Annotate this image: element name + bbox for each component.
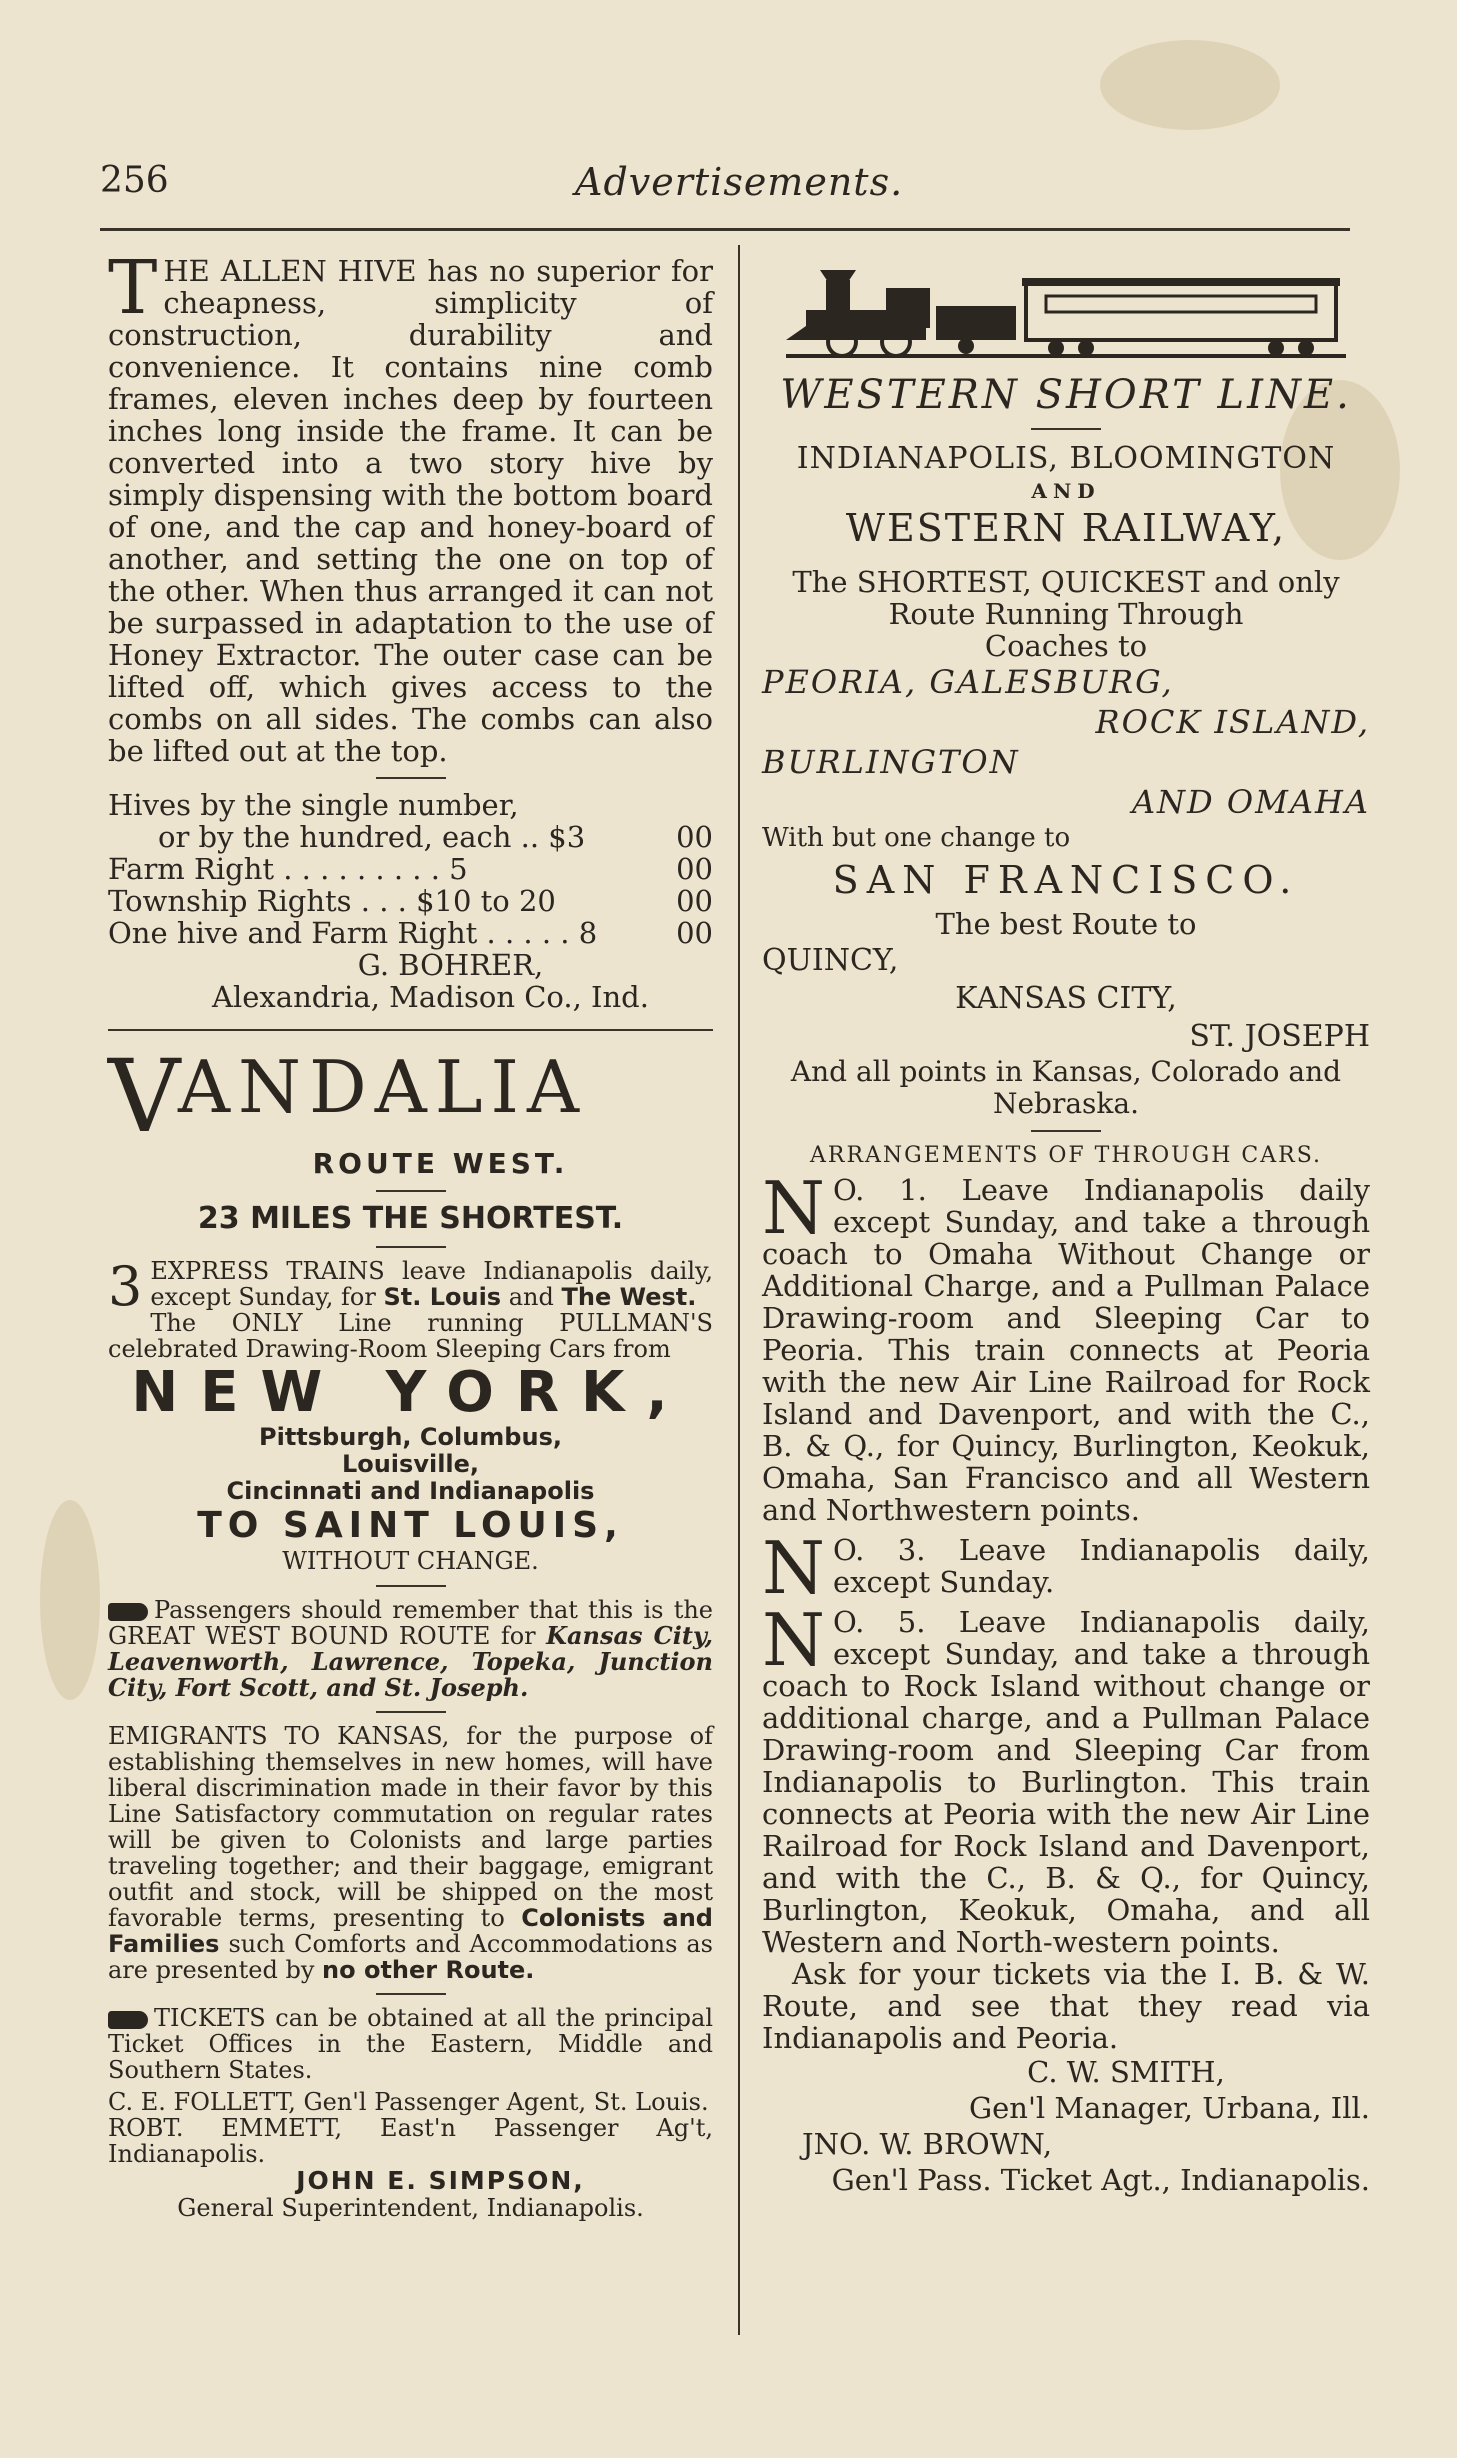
right-column [762,260,1370,2198]
short-rule [376,777,446,779]
drop-cap: N [762,1526,825,1610]
cities-line: Cincinnati and Indianapolis [226,1477,595,1505]
cities-line: Pittsburgh, Columbus, [259,1423,562,1451]
pointing-hand-icon [108,2011,148,2029]
train-no1-text: N O. 1. Leave Indianapolis daily except Sunday, and take a through coach to Omaha Without Change or Additional Charge, and a Pullman Palace Drawing-room and Sleeping Car to Peoria. This train connects at Peoria with the new Air Line Railroad for Rock Island and Davenport, and with the C., B. & Q., for Quincy, Burlington, Keokuk, Omaha, San Francisco and all Western and Northwestern points. [762,1166,1370,1527]
superintendent-name: JOHN E. SIMPSON, [296,2166,585,2195]
ask-tickets-text: Ask for your tickets via the I. B. & W. Route, and see that they read via Indianapolis and Peoria. [762,1957,1370,2055]
arrangements-heading: ARRANGEMENTS OF THROUGH CARS. [810,1143,1322,1168]
vandalia-title [108,1038,713,1155]
destination-line: BURLINGTON [762,743,1020,781]
train-no5-text: N O. 5. Leave Indianapolis daily, except Sunday, and take a through coach to Rock Island without change or additional charge, and a Pullman Palace Drawing-room and Sleeping Car from Indianapolis to Burlington. This train connects at Peoria with the new Air Line Railroad for Rock Island and Davenport, and with the C., B. & Q., for Quincy, Burlington, Keokuk, Omaha, and all Western and North-western points. [762,1598,1370,1959]
stain [1100,40,1280,130]
price-row: or by the hundred, each .. $3 00 [158,820,713,854]
tickets-text: TICKETS can be obtained at all the principal Ticket Offices in the Eastern, Middle and Southern States. [108,2004,713,2084]
emigrants-text: EMIGRANTS TO KANSAS, for the purpose of establishing themselves in new homes, will have liberal discrimination made in their favor by this Line Satisfactory commutation on regular rates will be given to Colonists and large parties traveling together; and their baggage, emigrant outfit and stock, will be shipped on the most favorable terms, presenting to Colonists and Families such Comforts and Accommodations as are presented by no other Route. [108,1722,713,1984]
short-rule [376,1711,446,1713]
vandalia-ad [108,1038,713,2222]
short-rule [1031,1130,1101,1132]
left-column [108,245,713,2222]
header-rule [100,228,1350,231]
destination-line: ROCK ISLAND, [1095,703,1370,741]
agent-name: JNO. W. BROWN, [802,2127,1053,2161]
drop-cap: N [762,1598,825,1682]
san-francisco-headline: SAN FRANCISCO. [832,858,1300,902]
allen-hive-ad [108,245,713,1014]
price-row: Hives by the single number, [108,788,519,822]
shortest-headline: 23 MILES THE SHORTEST. [197,1201,624,1236]
western-short-line-title: WESTERN SHORT LINE. [780,372,1352,418]
passengers-text: Passengers should remember that this is the GREAT WEST BOUND ROUTE for Kansas City, Leavenworth, Lawrence, Topeka, Junction City, Fort Scott, and St. Joseph. [108,1596,713,1702]
short-rule [1031,428,1101,430]
short-rule [376,1246,446,1248]
railway-and: AND [1031,479,1101,503]
column-divider [738,245,740,2335]
drop-cap: T [108,245,158,331]
vandalia-word: ANDALIA [178,1045,587,1129]
stain [40,1500,100,1700]
without-change: WITHOUT CHANGE. [282,1547,539,1575]
locomotive-train-icon [786,260,1346,360]
destination-city: ST. JOSEPH [1189,1019,1370,1054]
page-header [100,160,1350,210]
agent-follett: C. E. FOLLETT, Gen'l Passenger Agent, St. Louis. [108,2088,709,2116]
price-row: Township Rights . . . $10 to 20 00 [108,884,713,918]
one-change-line: With but one change to [762,823,1071,853]
agent-title: Gen'l Pass. Ticket Agt., Indianapolis. [831,2163,1370,2197]
new-york-headline: NEW YORK, [131,1360,690,1425]
price-row: Farm Right . . . . . . . . . 5 00 [108,852,713,886]
page-number: 256 [100,160,169,201]
all-points-text: And all points in Kansas, Colorado and Nebraska. [790,1055,1342,1120]
cities-line: Louisville, [341,1450,480,1478]
express-text: 3 EXPRESS TRAINS leave Indianapolis daily, except Sunday, for St. Louis and The West. [108,1255,713,1318]
manager-name: C. W. SMITH, [1027,2055,1225,2089]
agent-emmett: ROBT. EMMETT, East'n Passenger Ag't, Indianapolis. [108,2114,713,2168]
destination-line: PEORIA, GALESBURG, [762,663,1174,701]
destination-city: KANSAS CITY, [955,981,1177,1016]
railway-name-line: WESTERN RAILWAY, [845,506,1287,550]
advertiser-address: Alexandria, Madison Co., Ind. [212,980,649,1014]
price-list [108,789,713,949]
destination-line: AND OMAHA [1131,783,1370,821]
drop-cap: N [762,1166,825,1250]
shortest-line: Route Running Through [888,597,1244,631]
short-rule [376,1585,446,1587]
shortest-line: The SHORTEST, QUICKEST and only [792,565,1340,599]
train-no3-text: N O. 3. Leave Indianapolis daily, except Sunday. [762,1526,1370,1610]
vandalia-initial: V [108,1038,181,1155]
best-route-line: The best Route to [935,907,1197,941]
advertiser-name: G. BOHRER, [357,948,544,982]
short-rule [376,1993,446,1995]
section-rule [108,1029,713,1031]
price-row: One hive and Farm Right . . . . . 8 00 [108,916,713,950]
route-west: ROUTE WEST. [312,1147,569,1180]
running-title: Advertisements. [575,160,904,204]
railway-name-line: INDIANAPOLIS, BLOOMINGTON [796,441,1336,476]
pointing-hand-icon [108,1603,148,1621]
shortest-line: Coaches to [984,629,1148,663]
destination-city: QUINCY, [762,943,899,978]
manager-title: Gen'l Manager, Urbana, Ill. [968,2091,1370,2125]
drop-cap: 3 [108,1255,143,1318]
short-rule [376,1190,446,1192]
to-st-louis-headline: TO SAINT LOUIS, [197,1505,624,1546]
pullman-text: The ONLY Line running PULLMAN'S celebrated Drawing-Room Sleeping Cars from [108,1309,713,1363]
allen-hive-text: THE ALLEN HIVE has no superior for cheapness, simplicity of construction, durability and convenience. It contains nine comb frames, eleven inches deep by fourteen inches long inside the frame. It can be converted into a two story hive by simply dispensing with the bottom board of one, and the cap and honey-board of another, and setting the one on top of the other. When thus arranged it can not be surpassed in adaptation to the use of Honey Extractor. The outer case can be lifted off, which gives access to the combs on all sides. The combs can also be lifted out at the top. [108,245,713,768]
superintendent-title: General Superintendent, Indianapolis. [177,2194,644,2222]
